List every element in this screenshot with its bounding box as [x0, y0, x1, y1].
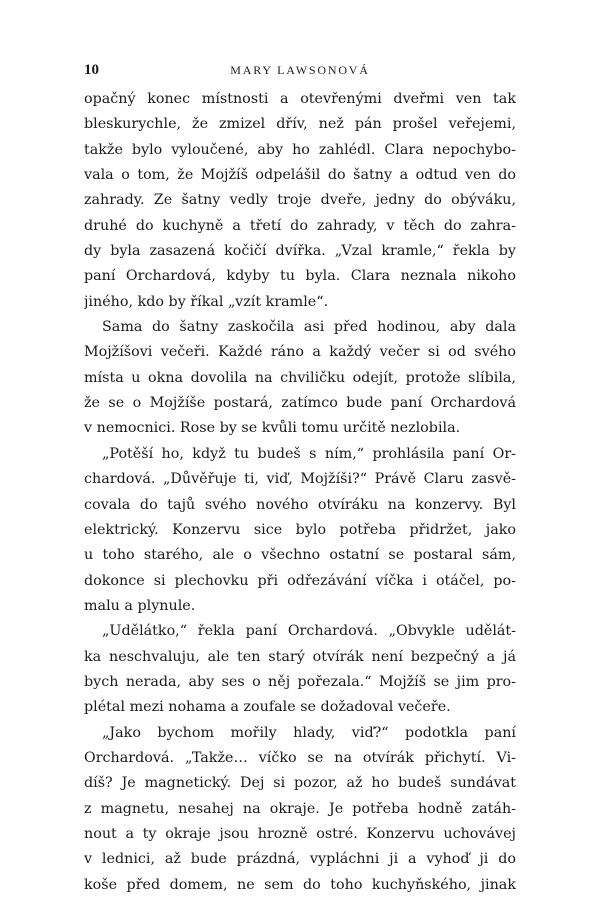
text-line: místa u okna dovolila na chviličku odejít, protože slíbila, [84, 369, 516, 386]
text-line: dy byla zasazená kočičí dvířka. „Vzal kramle,“ řekla by [84, 243, 516, 260]
text-line: z magnetu, nesahej na okraje. Je potřeba hodně zatáh- [84, 800, 516, 817]
text-line: že se o Mojžíše postará, zatímco bude paní Orchardová [84, 395, 516, 412]
text-line: v lednici, až bude prázdná, vypláchni ji a vyhoď ji do [84, 851, 516, 868]
text-line: „Potěší ho, když tu budeš s ním,“ prohlásila paní Or- [102, 445, 516, 462]
body-text [84, 87, 516, 898]
text-line: takže bylo vyloučené, aby ho zahlédl. Clara nepochybo- [84, 141, 516, 158]
text-line: nout a ty okraje jsou hrozně ostré. Konzervu uchovávej [84, 825, 516, 842]
text-line: „Udělátko,“ řekla paní Orchardová. „Obvykle udělát- [102, 623, 516, 640]
text-line: bych nerada, aby ses o něj pořezala.“ Mojžíš se jim pro- [84, 673, 516, 690]
page-number: 10 [84, 62, 99, 78]
text-line: zahrady. Ze šatny vedly troje dveře, jedny do obýváku, [84, 192, 516, 209]
text-line: plétal mezi nohama a zoufale se dožadoval večeře. [84, 699, 451, 716]
text-line: chardová. „Důvěřuje ti, viď, Mojžíši?“ Právě Claru zasvě- [84, 471, 516, 488]
text-line: Mojžíšovi večeři. Každé ráno a každý večer si od svého [84, 344, 516, 361]
text-line: covala do tajů svého nového otvíráku na konzervy. Byl [84, 496, 516, 513]
text-line: v nemocnici. Rose by se kvůli tomu určitě nezlobila. [84, 420, 461, 437]
text-line: u toho starého, ale o všechno ostatní se postaral sám, [84, 547, 516, 564]
text-line: díš? Je magnetický. Dej si pozor, až ho budeš sundávat [84, 775, 516, 792]
text-line: dokonce si plechovku při odřezávání víčka i otáčel, po- [84, 572, 516, 589]
page-header [84, 60, 516, 80]
text-line: druhé do kuchyně a třetí do zahrady, v těch do zahra- [84, 217, 516, 234]
text-line: opačný konec místnosti a otevřenými dveřmi ven tak [84, 91, 516, 107]
text-line: ka neschvaluju, ale ten starý otvírák není bezpečný a já [84, 648, 516, 665]
text-line: bleskurychle, že zmizel dřív, než pán prošel veřejemi, [84, 116, 516, 133]
text-line: Orchardová. „Takže… víčko se na otvírák přichytí. Vi- [84, 749, 516, 766]
text-line: malu a plynule. [84, 597, 196, 614]
text-line: „Jako bychom mořily hlady, viď?“ podotkla paní [102, 724, 516, 741]
text-line: koše před domem, ne sem do toho kuchyňského, jinak [84, 876, 516, 893]
text-line: jiného, kdo by říkal „vzít kramle“. [84, 293, 329, 310]
text-line: vala o tom, že Mojžíš odpelášil do šatny a odtud ven do [84, 167, 516, 184]
text-line: Sama do šatny zaskočila asi před hodinou, aby dala [102, 319, 516, 336]
text-line: elektrický. Konzervu sice bylo potřeba přidržet, jako [84, 521, 516, 538]
running-head-author: MARY LAWSONOVÁ [230, 63, 370, 77]
text-line: paní Orchardová, kdyby tu byla. Clara neznala nikoho [84, 268, 516, 285]
